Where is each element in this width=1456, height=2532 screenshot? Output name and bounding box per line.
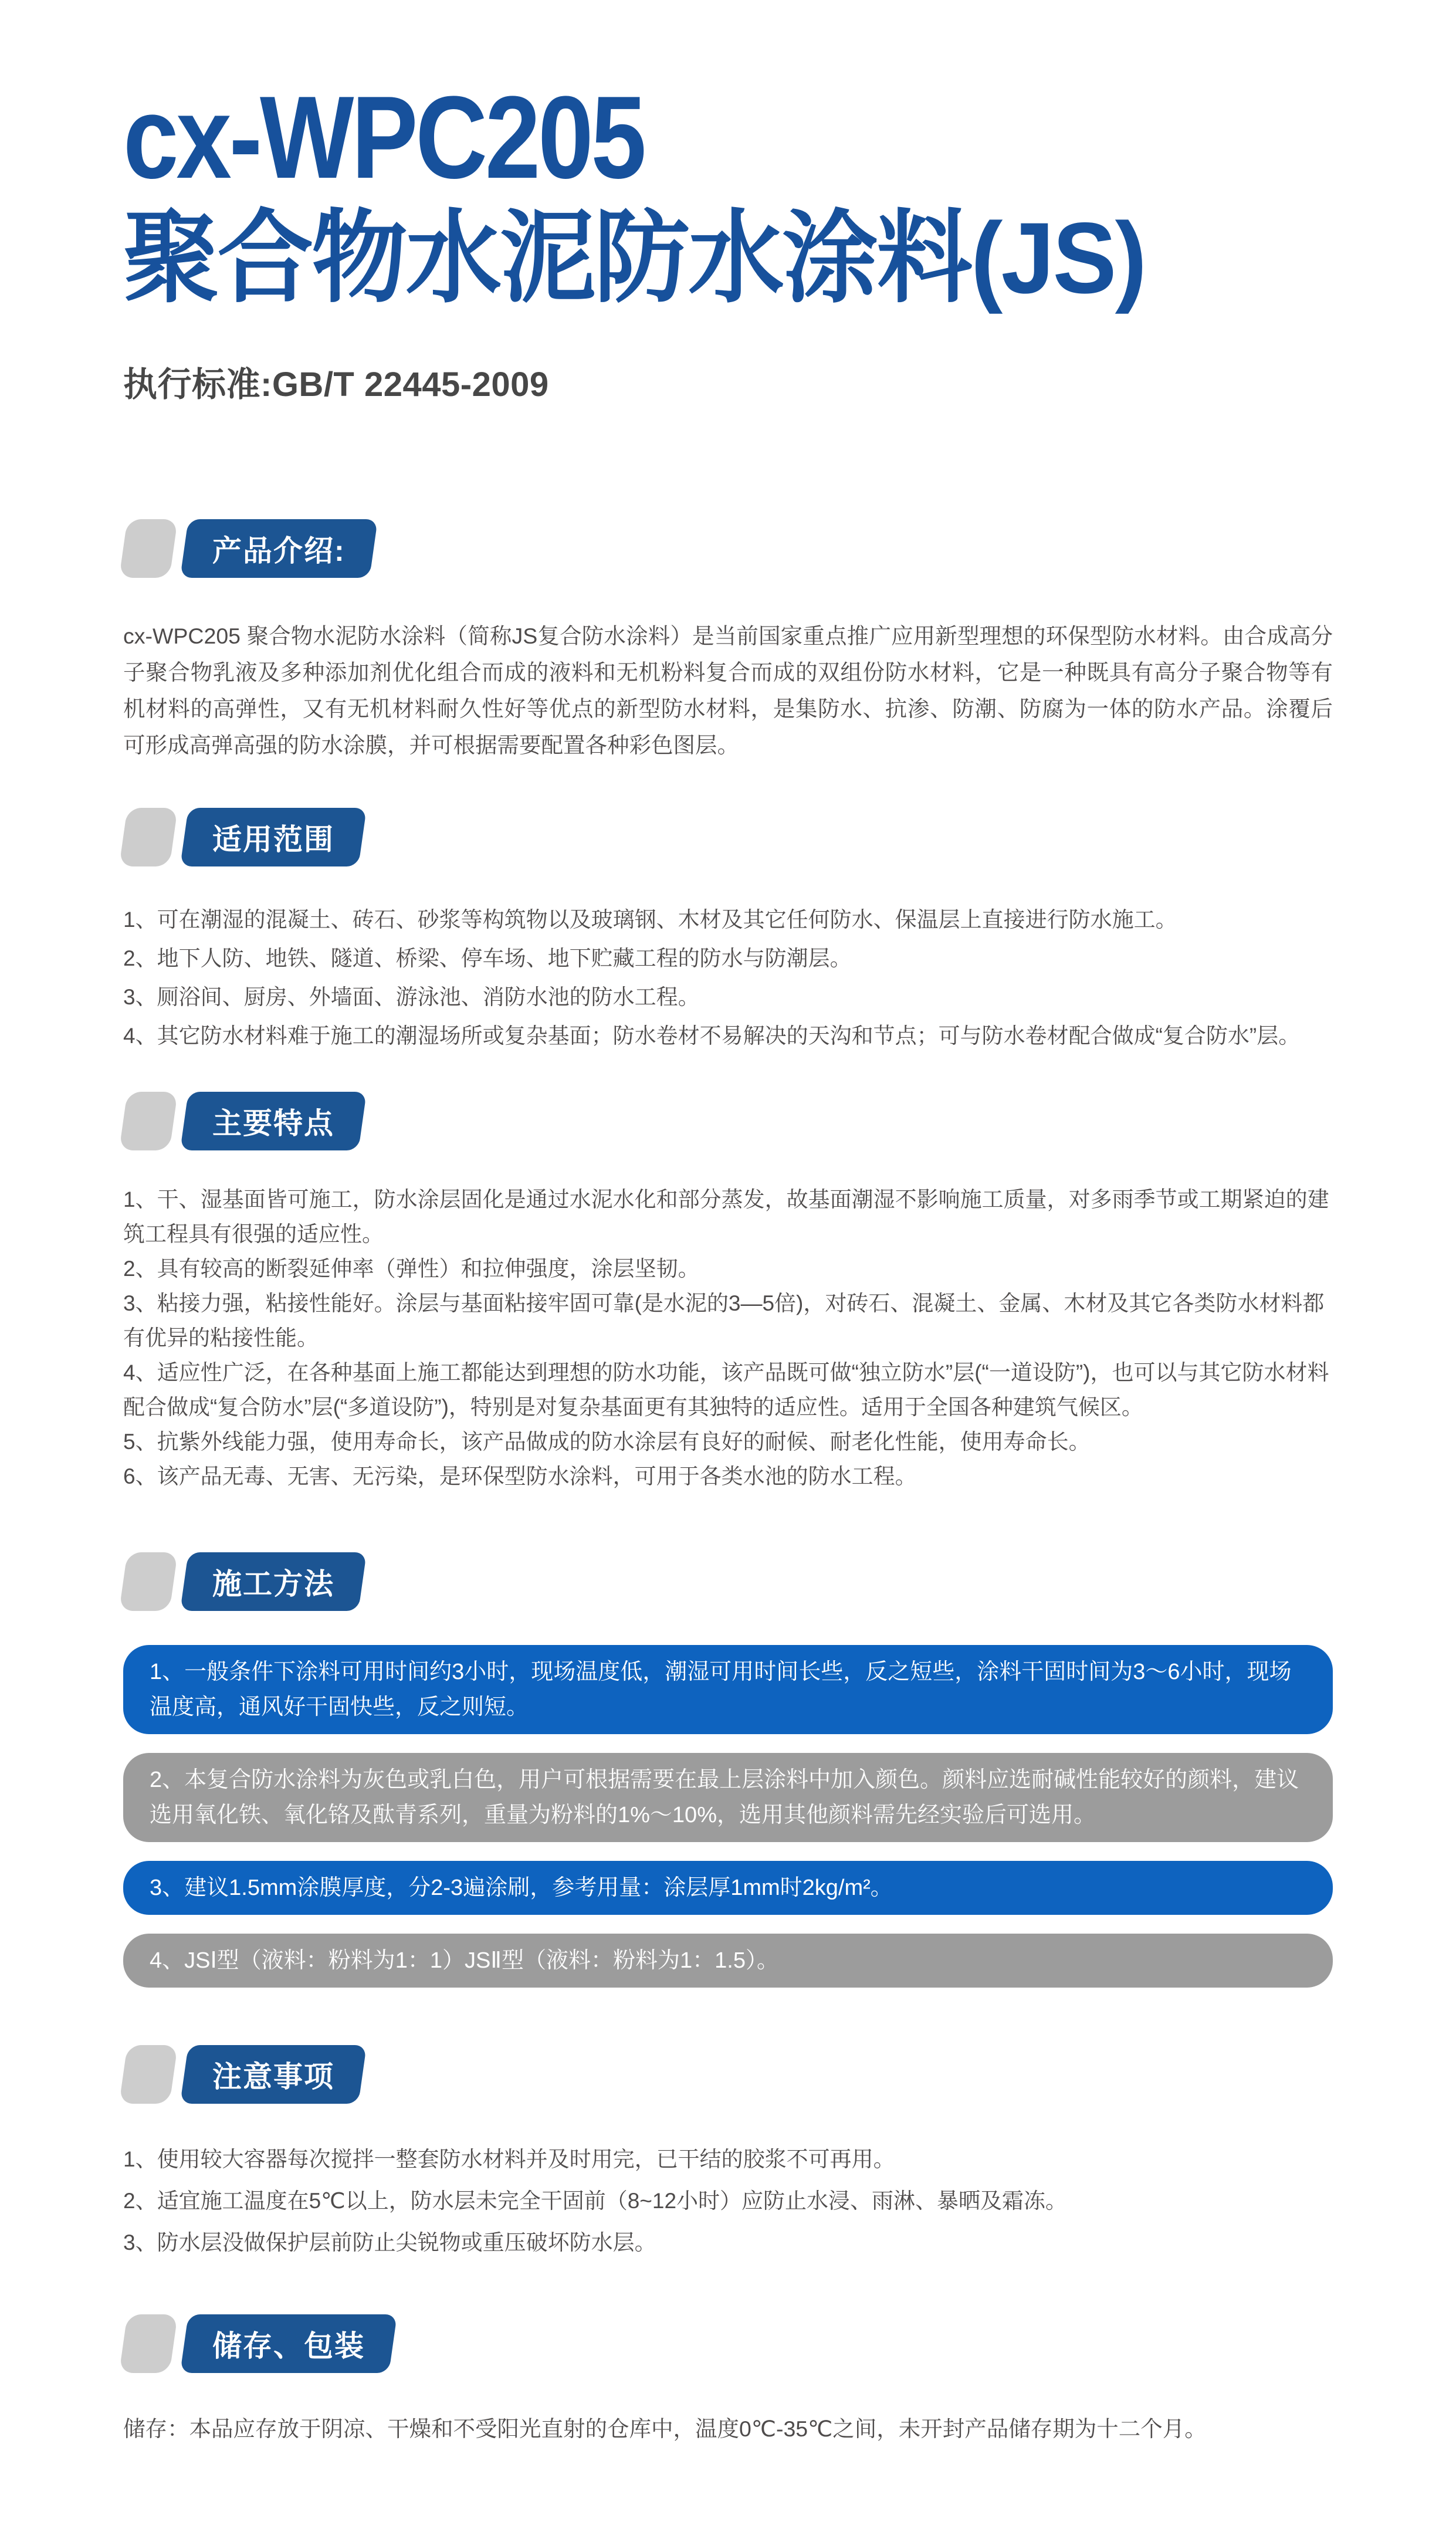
- section-badge-intro: [180, 519, 378, 578]
- section-header-scope: [123, 808, 1333, 866]
- section-badge-label: 储存、包装: [212, 2329, 365, 2362]
- section-header-intro: [123, 519, 1333, 578]
- section-header-notes: [123, 2045, 1333, 2104]
- badge-tab-decoration: [119, 808, 178, 866]
- badge-tab-decoration: [119, 2045, 178, 2104]
- section-badge-notes: [180, 2045, 367, 2104]
- list-item: 2、地下人防、地铁、隧道、桥梁、停车场、地下贮藏工程的防水与防潮层。: [123, 946, 852, 970]
- list-item: 4、适应性广泛，在各种基面上施工都能达到理想的防水功能，该产品既可做“独立防水”层(“一道设防”)，也可以与其它防水材料配合做成“复合防水”层(“多道设防”)，特别是对复杂基面更有其独特的适应性。适用于全国各种建筑气候区。: [123, 1360, 1329, 1419]
- notes-list: [123, 2146, 1333, 2256]
- list-item: 3、防水层没做保护层前防止尖锐物或重压破坏防水层。: [123, 2230, 656, 2255]
- list-item: 6、该产品无毒、无害、无污染，是环保型防水涂料，可用于各类水池的防水工程。: [123, 1464, 917, 1488]
- product-title-zh: 聚合物水泥防水涂料(JS): [123, 202, 1146, 314]
- list-item: 3、粘接力强，粘接性能好。涂层与基面粘接牢固可靠(是水泥的3—5倍)，对砖石、混凝土、金属、木材及其它各类防水材料都有优异的粘接性能。: [123, 1291, 1325, 1350]
- list-item: 5、抗紫外线能力强，使用寿命长，该产品做成的防水涂层有良好的耐候、耐老化性能，使用寿命长。: [123, 1429, 1091, 1454]
- section-badge-label: 主要特点: [212, 1106, 334, 1140]
- list-item: 1、可在潮湿的混凝土、砖石、砂浆等构筑物以及玻璃钢、木材及其它任何防水、保温层上直接进行防水施工。: [123, 907, 1177, 932]
- method-bar: 3、建议1.5mm涂膜厚度，分2-3遍涂刷，参考用量：涂层厚1mm时2kg/m²。: [123, 1861, 1333, 1915]
- scope-list: [123, 901, 1333, 1055]
- list-item: 3、厕浴间、厨房、外墙面、游泳池、消防水池的防水工程。: [123, 984, 700, 1009]
- storage-paragraph: 储存：本品应存放于阴凉、干燥和不受阳光直射的仓库中，温度0℃-35℃之间，未开封产品储存期为十二个月。: [123, 2416, 1207, 2441]
- section-header-method: [123, 1552, 1333, 1611]
- list-item: 1、干、湿基面皆可施工，防水涂层固化是通过水泥水化和部分蒸发，故基面潮湿不影响施工质量，对多雨季节或工期紧迫的建筑工程具有很强的适应性。: [123, 1187, 1329, 1246]
- method-bars: [123, 1645, 1333, 1988]
- section-header-features: [123, 1092, 1333, 1150]
- section-badge-label: 适用范围: [212, 822, 334, 856]
- section-badge-label: 产品介绍:: [212, 534, 346, 567]
- section-badge-label: 注意事项: [212, 2060, 334, 2093]
- badge-tab-decoration: [119, 519, 178, 578]
- section-badge-label: 施工方法: [212, 1567, 334, 1600]
- intro-paragraph: cx-WPC205 聚合物水泥防水涂料（简称JS复合防水涂料）是当前国家重点推广应用新型理想的环保型防水材料。由合成高分子聚合物乳液及多种添加剂优化组合而成的液料和无机粉料复合而成的双组份防水材料，它是一种既具有高分子聚合物等有机材料的高弹性，又有无机材料耐久性好等优点的新型防水材料，是集防水、抗渗、防潮、防腐为一体的防水产品。涂覆后可形成高弹高强的防水涂膜，并可根据需要配置各种彩色图层。: [123, 623, 1333, 757]
- section-badge-scope: [180, 808, 367, 866]
- method-bar: 4、JSⅠ型（液料：粉料为1：1）JSⅡ型（液料：粉料为1：1.5）。: [123, 1934, 1333, 1988]
- list-item: 4、其它防水材料难于施工的潮湿场所或复杂基面；防水卷材不易解决的天沟和节点；可与防水卷材配合做成“复合防水”层。: [123, 1023, 1301, 1048]
- section-badge-features: [180, 1092, 367, 1150]
- list-item: 2、适宜施工温度在5℃以上，防水层未完全干固前（8~12小时）应防止水浸、雨淋、暴晒及霜冻。: [123, 2188, 1068, 2213]
- section-header-storage: [123, 2314, 1333, 2373]
- section-badge-storage: [180, 2314, 397, 2373]
- badge-tab-decoration: [119, 2314, 178, 2373]
- method-bar: 2、本复合防水涂料为灰色或乳白色，用户可根据需要在最上层涂料中加入颜色。颜料应选耐碱性能较好的颜料，建议选用氧化铁、氧化铬及酞青系列，重量为粉料的1%～10%，选用其他颜料需先经实验后可选用。: [123, 1753, 1333, 1842]
- section-badge-method: [180, 1552, 367, 1611]
- standard-line: 执行标准:GB/T 22445-2009: [123, 365, 549, 404]
- list-item: 2、具有较高的断裂延伸率（弹性）和拉伸强度，涂层坚韧。: [123, 1256, 700, 1281]
- features-list: [123, 1182, 1333, 1494]
- product-title-en: cx-WPC205: [123, 72, 644, 203]
- method-bar: 1、一般条件下涂料可用时间约3小时，现场温度低，潮湿可用时间长些，反之短些，涂料干固时间为3～6小时，现场温度高，通风好干固快些，反之则短。: [123, 1645, 1333, 1734]
- badge-tab-decoration: [119, 1552, 178, 1611]
- list-item: 1、使用较大容器每次搅拌一整套防水材料并及时用完，已干结的胶浆不可再用。: [123, 2147, 895, 2171]
- badge-tab-decoration: [119, 1092, 178, 1150]
